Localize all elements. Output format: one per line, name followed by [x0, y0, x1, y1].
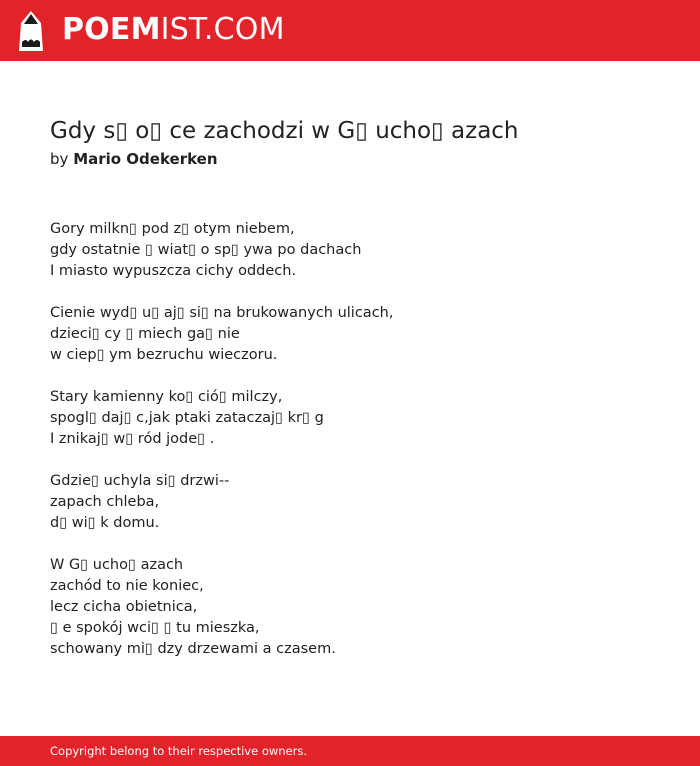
poem-line: zachód to nie koniec, [50, 578, 204, 594]
poem-line: ▯ e spokój wci▯ ▯ tu mieszka, [50, 620, 260, 636]
poem-stanza [50, 219, 650, 282]
poem-line: gdy ostatnie ▯ wiat▯ o sp▯ ywa po dachach [50, 242, 362, 258]
author-name: Mario Odekerken [73, 150, 218, 168]
site-header [0, 0, 700, 61]
poem-stanza [50, 471, 650, 534]
site-footer [0, 736, 700, 766]
poem-stanza [50, 387, 650, 450]
poem-line: w ciep▯ ym bezruchu wieczoru. [50, 347, 278, 363]
byline [50, 149, 218, 169]
poem-line: W G▯ ucho▯ azach [50, 557, 184, 573]
site-logo-link[interactable] [62, 12, 285, 48]
poem-body [50, 219, 650, 681]
brand-bold: POEM [62, 12, 161, 47]
poem-stanza [50, 555, 650, 660]
poem-line: Cienie wyd▯ u▯ aj▯ si▯ na brukowanych ulicach, [50, 305, 394, 321]
poem-line: dzieci▯ cy ▯ miech ga▯ nie [50, 326, 240, 342]
poem-line: I znikaj▯ w▯ ród jode▯ . [50, 431, 215, 447]
by-prefix: by [50, 150, 69, 168]
poem-line: d▯ wi▯ k domu. [50, 515, 160, 531]
poem-stanza [50, 303, 650, 366]
poem-line: Stary kamienny ko▯ ció▯ milczy, [50, 389, 283, 405]
poem-line: spogl▯ daj▯ c,jak ptaki zataczaj▯ kr▯ g [50, 410, 324, 426]
poem-line: Gdzie▯ uchyla si▯ drzwi-- [50, 473, 230, 489]
poem-line: Gory milkn▯ pod z▯ otym niebem, [50, 221, 295, 237]
brand-light: IST.COM [160, 12, 285, 47]
pen-nib-logo-icon[interactable] [19, 11, 43, 51]
poem-line: schowany mi▯ dzy drzewami a czasem. [50, 641, 336, 657]
poem-line: zapach chleba, [50, 494, 160, 510]
poem-line: lecz cicha obietnica, [50, 599, 198, 615]
poem-line: I miasto wypuszcza cichy oddech. [50, 263, 297, 279]
poem-title: Gdy s▯ o▯ ce zachodzi w G▯ ucho▯ azach [50, 118, 519, 144]
copyright-text: Copyright belong to their respective owners. [50, 744, 308, 758]
